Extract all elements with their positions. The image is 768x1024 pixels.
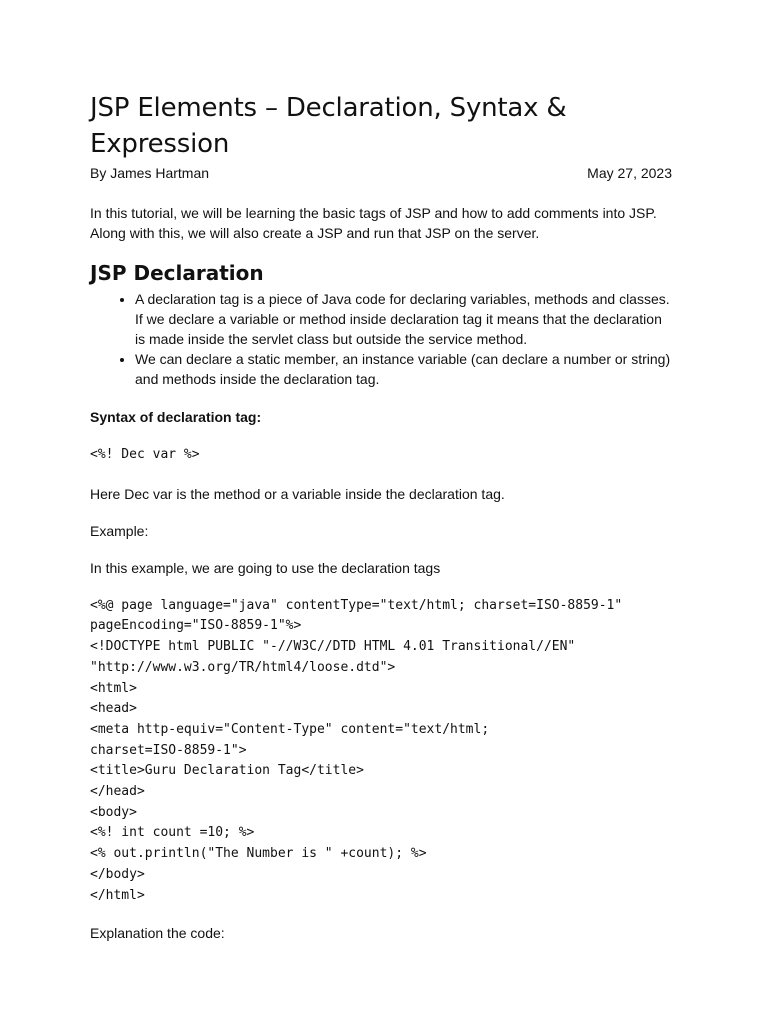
code-line: <title>Guru Declaration Tag</title> [90,763,364,779]
code-line: pageEncoding="ISO-8859-1"%> [90,618,302,634]
code-line: <html> [90,680,137,696]
code-line: <%! int count =10; %> [90,825,255,841]
syntax-label: Syntax of declaration tag: [90,409,262,425]
author: By James Hartman [90,165,210,181]
code-line: <!DOCTYPE html PUBLIC "-//W3C//DTD HTML 4.01 Transitional//EN" [90,639,576,655]
code-line: <meta http-equiv="Content-Type" content="text/html; [90,721,490,737]
bullet-list [90,289,672,389]
publish-date: May 27, 2023 [587,165,672,181]
intro-paragraph: In this tutorial, we will be learning the basic tags of JSP and how to add comments into JSP. Along with this, we will also create a JSP and run that JSP on the server. [90,205,657,241]
document-page [90,90,672,943]
section-heading: JSP Declaration [90,261,264,285]
code-line: charset=ISO-8859-1"> [90,742,247,758]
example-label: Example: [90,522,149,539]
syntax-code: <%! Dec var %> [90,447,200,462]
example-intro: In this example, we are going to use the declaration tags [90,559,441,576]
code-line: </body> [90,866,145,882]
code-line: <head> [90,701,137,717]
code-line: "http://www.w3.org/TR/html4/loose.dtd"> [90,659,396,675]
syntax-explanation: Here Dec var is the method or a variable inside the declaration tag. [90,485,505,502]
code-block [90,596,672,907]
page-title: JSP Elements – Declaration, Syntax & Expression [90,93,567,159]
code-line: </head> [90,784,145,800]
code-line: <%@ page language="java" contentType="text/html; charset=ISO-8859-1" [90,597,623,613]
code-line: </html> [90,887,145,903]
list-item: • A declaration tag is a piece of Java code for declaring variables, methods and classes. If we declare a variable or method inside declaration tag it means that the declaration is made inside the servlet class but outside the service method. [135,289,672,349]
list-item: • We can declare a static member, an instance variable (can declare a number or string) and methods inside the declaration tag. [135,349,672,389]
byline [90,163,672,183]
explanation-label: Explanation the code: [90,925,225,942]
code-line: <% out.println("The Number is " +count); %> [90,846,427,862]
code-line: <body> [90,804,137,820]
